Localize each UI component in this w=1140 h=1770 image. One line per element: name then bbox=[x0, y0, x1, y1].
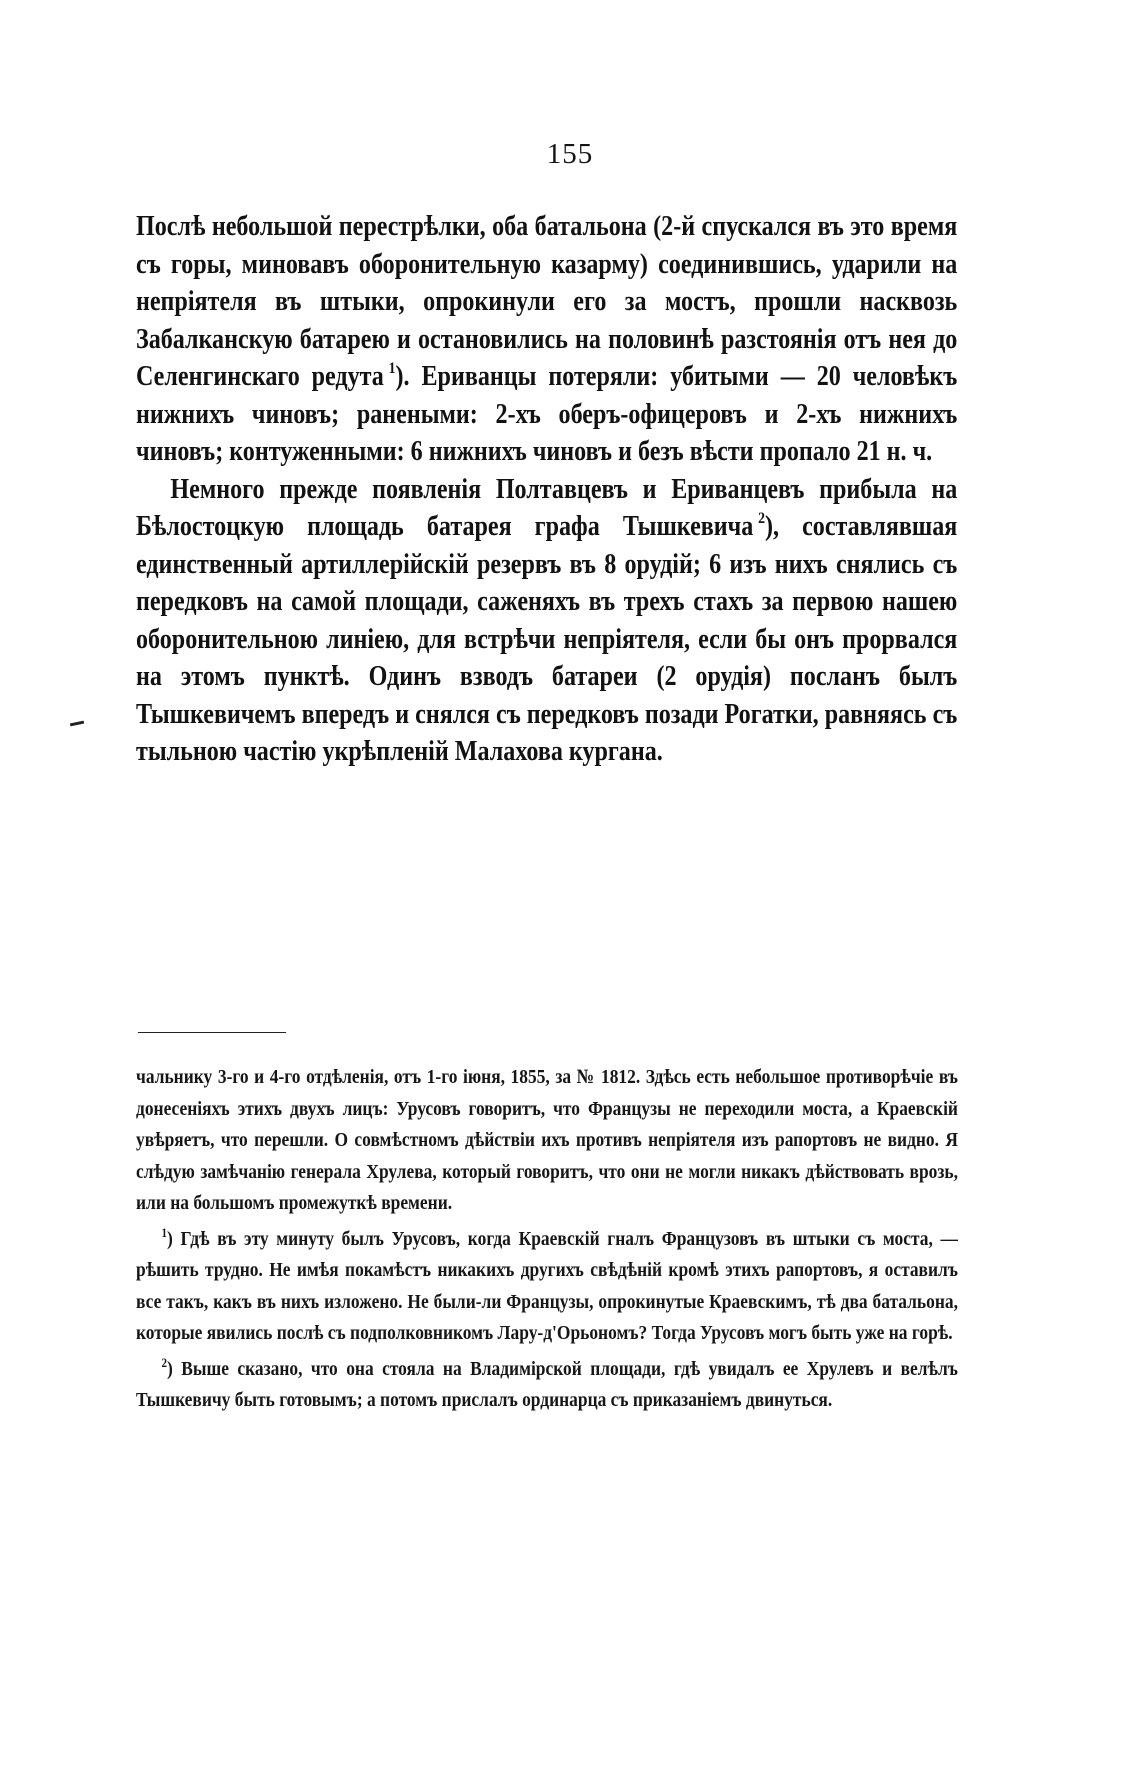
footnote-2-text: ) Выше сказано, что она стояла на Владимірской площади, гдѣ увидалъ ее Хрулевъ и велѣлъ Тышкевичу быть готовымъ; а потомъ прислалъ ординарца съ приказаніемъ двинуться. bbox=[136, 1357, 958, 1411]
footnote-1 bbox=[136, 1224, 958, 1350]
paragraph-1 bbox=[136, 208, 957, 471]
footnote-ref-1: 1 bbox=[388, 360, 396, 377]
paragraph-1-text-b: ). Ериванцы потеряли: убитыми — 20 человѣкъ нижнихъ чиновъ; ранеными: 2-хъ оберъ-офицеровъ и 2-хъ нижнихъ чиновъ; контуженными: 6 нижнихъ чиновъ и безъ вѣсти пропало 21 н. ч. bbox=[136, 361, 958, 467]
paragraph-2 bbox=[136, 471, 957, 771]
footnote-1-text: ) Гдѣ въ эту минуту былъ Урусовъ, когда Краевскій гналъ Французовъ въ штыки съ моста, — рѣшить трудно. Не имѣя покамѣстъ никакихъ другихъ свѣдѣній кромѣ этихъ рапортовъ, я оставилъ все такъ, какъ въ нихъ изложено. Не были-ли Французы, опрокинутые Краевскимъ, тѣ два батальона, которые явились послѣ съ подполковникомъ Лару-д'Орьономъ? Тогда Урусовъ могъ быть уже на горѣ. bbox=[136, 1227, 958, 1344]
page-number: 155 bbox=[546, 138, 594, 170]
margin-mark bbox=[70, 721, 84, 727]
main-text bbox=[136, 208, 957, 771]
footnote-separator bbox=[138, 1032, 286, 1033]
footnote-ref-2: 2 bbox=[758, 510, 765, 527]
paragraph-1-text-a: Послѣ небольшой перестрѣлки, оба батальона (2-й спускался въ это время съ горы, миновавъ оборонительную казарму) соединившись, ударили на непріятеля въ штыки, опрокинули его за мостъ, прошли насквозь Забалканскую батарею и остановились на половинѣ разстоянія отъ нея до Селенгинскаго редута bbox=[136, 211, 958, 392]
footnotes bbox=[136, 1062, 958, 1417]
footnote-1-mark: 1 bbox=[161, 1224, 168, 1240]
paragraph-2-text-b: ), составлявшая единственный артиллерійскій резервъ въ 8 орудій; 6 изъ нихъ снялись съ передковъ на самой площади, саженяхъ въ трехъ стахъ за первою нашею оборонительною линіею, для встрѣчи непріятеля, если бы онъ прорвался на этомъ пунктѣ. Одинъ взводъ батареи (2 орудія) посланъ былъ Тышкевичемъ впередъ и снялся съ передковъ позади Рогатки, равняясь съ тыльною частію укрѣпленій Малахова кургана. bbox=[136, 511, 958, 767]
footnote-2-mark: 2 bbox=[161, 1354, 168, 1370]
footnote-2 bbox=[136, 1354, 958, 1417]
footnote-continuation: чальнику 3-го и 4-го отдѣленія, отъ 1-го іюня, 1855, за № 1812. Здѣсь есть небольшое противорѣчіе въ донесеніяхъ этихъ двухъ лицъ: Урусовъ говоритъ, что Французы не переходили моста, а Краевскій увѣряетъ, что перешли. О совмѣстномъ дѣйствіи ихъ противъ непріятеля изъ рапортовъ не видно. Я слѣдую замѣчанію генерала Хрулева, который говоритъ, что они не могли никакъ дѣйствовать врозь, или на большомъ промежуткѣ времени. bbox=[136, 1066, 958, 1214]
paragraph-2-text-a: Немного прежде появленія Полтавцевъ и Ериванцевъ прибыла на Бѣлостоцкую площадь батарея графа Тышкевича bbox=[136, 473, 958, 542]
